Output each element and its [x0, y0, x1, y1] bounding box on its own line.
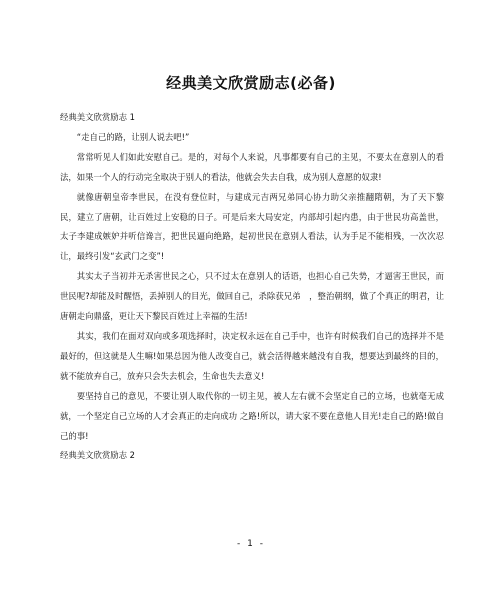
paragraph: 其实，我们在面对双向或多项选择时，决定权永远在自己手中，也许有时候我们自己的选择并不是最好的，但这就是人生嘛!如果总因为他人改变自己，就会活得越来越没有自我，想要达到最终的目的，就不能放弃自己，放弃只会失去机会，生命也失去意义!	[60, 330, 444, 381]
section-heading-1: 经典美文欣赏励志 1	[60, 112, 135, 122]
paragraph: 其实太子当初并无杀害世民之心，只不过太在意别人的话语，也担心自己失势，才逼害王世民，而世民呢?却能及时醒悟，丢掉别人的目光，做回自己，杀除获兄弟 ，整治朝纲，做了个真正的明君，让唐朝走向鼎盛，更让天下黎民百姓过上幸福的生活!	[60, 271, 444, 322]
paragraph-quote: “走自己的路，让别人说去吧!”	[76, 131, 190, 142]
document-title: 经典美文欣赏励志(必备)	[166, 74, 336, 92]
paragraph: 常常听见人们如此安慰自己。是的，对每个人来说，凡事都要有自己的主见，不要太在意别人的看法，如果一个人的行动完全取决于别人的看法，他就会失去自我，成为别人意愿的奴隶!	[60, 151, 444, 182]
paragraph: 就像唐朝皇帝李世民，在没有登位时，与建成元吉两兄弟同心协力助父亲推翻隋朝，为了天下黎民，建立了唐朝，让百姓过上安稳的日子。可是后来大局安定，内部却引起内患，由于世民功高盖世，太子李建成嫉妒并听信谗言，把世民逼向绝路，起初世民在意别人看法，认为手足不能相残，一次次忍让，最终引发“玄武门之变”!	[60, 191, 444, 262]
section-heading-2: 经典美文欣赏励志 2	[60, 450, 135, 461]
page-number: - 1 -	[237, 539, 265, 549]
document-body	[60, 108, 444, 466]
paragraph: 要坚持自己的意见，不要让别人取代你的一切主见，被人左右就不会坚定自己的立场，也就毫无成就，一个坚定自己立场的人才会真正的走向成功 之路!所以，请大家不要在意他人目光!走自己的路!做自己的事!	[60, 390, 444, 441]
